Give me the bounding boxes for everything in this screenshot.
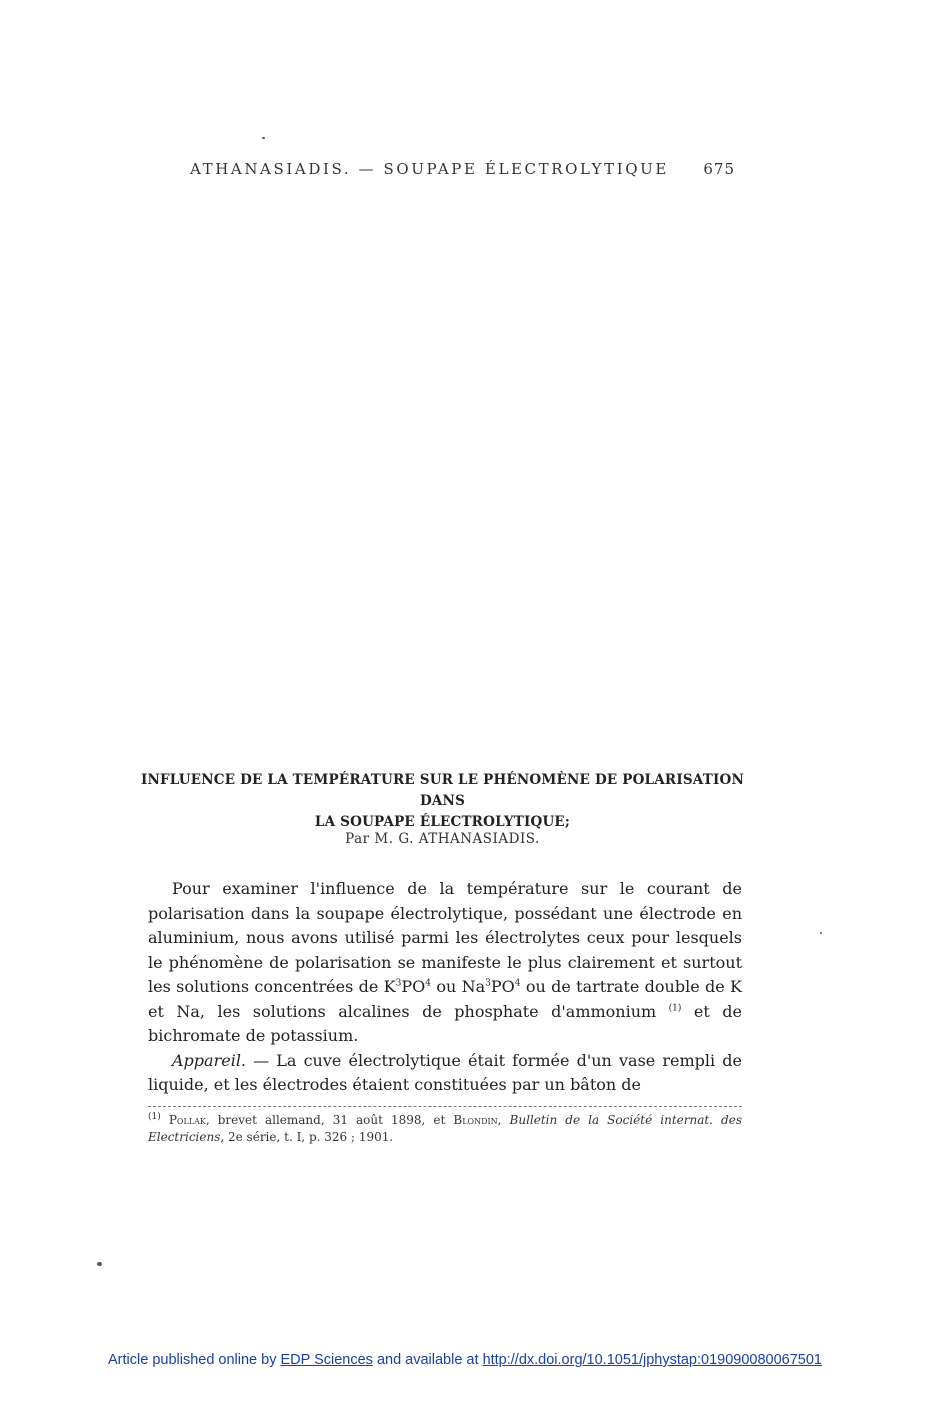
formula-part: PO [490,977,515,996]
title-line-2: LA SOUPAPE ÉLECTROLYTIQUE; [314,814,571,830]
footnote-author-1: Pollak [168,1113,206,1127]
paragraph-1 [148,877,742,1049]
footnote-text-3: , 2e série, t. I, p. 326 ; 1901. [220,1130,394,1144]
page-number: 675 [703,160,735,178]
para1-text-a: Pour examiner l'influence de la température sur le courant de polarisation dans la soupape électrolytique, possédant une électrode en aluminium, nous avons utilisé parmi les électrolytes ceux pour lesquels le phénomène de polarisation se manifeste le plus clairement et surtout les solutions concentrées de K [148,879,742,996]
superscript: 4 [425,978,431,989]
para1-text-b: ou Na [431,977,486,996]
para1-text-d: et de bichromate de potassium. [148,1001,742,1045]
formula-part: PO [401,977,426,996]
scan-speck [262,137,265,139]
scan-speck [820,932,822,934]
article-title [140,770,745,833]
publisher-link[interactable]: EDP Sciences [280,1352,373,1368]
footnote-text-1: , brevet allemand, 31 août 1898, et [205,1113,454,1127]
scan-speck [97,1262,102,1266]
running-head [190,160,735,178]
publisher-middle: and available at [372,1352,483,1368]
footnote-text-2: , [497,1113,510,1127]
publisher-prefix: Article published online by [108,1352,281,1368]
footnote [148,1112,742,1146]
article-body [148,877,742,1098]
para2-text: — La cuve électrolytique était formée d'un vase rempli de liquide, et les électrodes étaient constituées par un bâton de [148,1050,742,1094]
footnote-divider [148,1106,742,1107]
footnote-reference: (1) [668,1003,682,1014]
superscript: 3 [485,978,491,989]
publisher-bar [0,1352,930,1368]
byline: Par M. G. ATHANASIADIS. [345,831,540,847]
superscript: 3 [395,978,402,989]
running-title: ATHANASIADIS. — SOUPAPE ÉLECTROLYTIQUE [190,160,669,178]
superscript: 4 [514,978,521,989]
footnote-author-2: Blondin [453,1113,498,1127]
para1-text-c: ou de tartrate double de K et Na, les solutions alcalines de phosphate d'ammonium [148,977,743,1021]
paragraph-2 [148,1049,742,1098]
doi-link[interactable]: http://dx.doi.org/10.1051/jphystap:019090080067501 [482,1352,822,1368]
title-line-1: INFLUENCE DE LA TEMPÉRATURE SUR LE PHÉNOMÈNE DE POLARISATION DANS [140,772,745,809]
footnote-journal: Bulletin de la Société internat. des Electriciens [148,1113,742,1144]
footnote-marker: (1) [148,1112,161,1122]
section-label: Appareil. [172,1050,247,1070]
